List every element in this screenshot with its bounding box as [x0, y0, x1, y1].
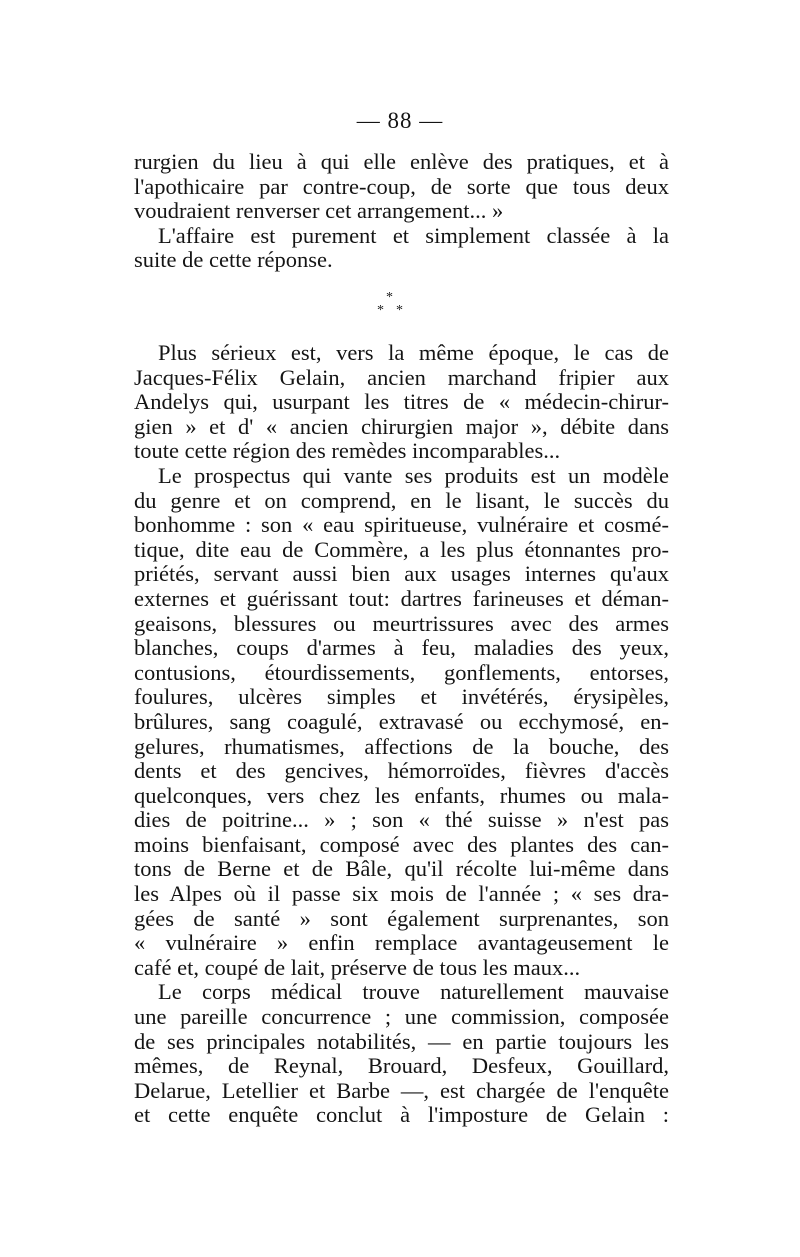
text-line: Plus sérieux est, vers la même époque, le cas de [158, 340, 669, 365]
text-line: bonhomme : son « eau spiritueuse, vulnéraire et cosmé- [134, 512, 669, 538]
text-line: blanches, coups d'armes à feu, maladies des yeux, [134, 635, 669, 661]
text-line: « vulnéraire » enfin remplace avantageusement le [134, 930, 669, 956]
text-line: rurgien du lieu à qui elle enlève des pratiques, et à [134, 149, 669, 174]
paragraph [134, 341, 669, 464]
text-line: gées de santé » sont également surprenantes, son [134, 905, 669, 931]
text-line: Le corps médical trouve naturellement mauvaise [158, 979, 669, 1005]
asterism-separator [374, 288, 410, 322]
text-line: Delarue, Letellier et Barbe —, est chargée de l'enquête [134, 1077, 669, 1103]
text-line: café et, coupé de lait, préserve de tous les maux... [134, 954, 581, 980]
paragraph [134, 464, 669, 980]
text-line: externes et guérissant tout: dartres farineuses et déman- [134, 585, 669, 611]
text-line: les Alpes où il passe six mois de l'année ; « ses dra- [134, 881, 669, 907]
text-line: contusions, étourdissements, gonflements, entorses, [134, 659, 669, 685]
text-line: foulures, ulcères simples et invétérés, érysipèles, [134, 684, 669, 710]
text-line: dies de poitrine... » ; son « thé suisse » n'est pas [134, 807, 669, 833]
text-line: Andelys qui, usurpant les titres de « médecin-chirur- [134, 389, 669, 415]
text-line: et cette enquête conclut à l'imposture de Gelain : [134, 1102, 669, 1128]
paragraph [134, 980, 669, 1128]
text-line: toute cette région des remèdes incomparables... [134, 438, 561, 464]
text-line: voudraient renverser cet arrangement... » [134, 198, 504, 224]
text-line: brûlures, sang coagulé, extravasé ou ecchymosé, en- [134, 708, 669, 734]
text-line: tique, dite eau de Commère, a les plus étonnantes pro- [134, 536, 669, 562]
text-line: geaisons, blessures ou meurtrissures avec des armes [134, 610, 669, 636]
text-line: une pareille concurrence ; une commission, composée [134, 1004, 669, 1030]
text-line: l'apothicaire par contre-coup, de sorte que tous deux [134, 173, 669, 199]
text-line: gien » et d' « ancien chirurgien major », débite dans [134, 413, 669, 439]
text-block-top [134, 150, 669, 273]
text-line: moins bienfaisant, composé avec des plantes des can- [134, 831, 669, 857]
text-block-main [134, 341, 669, 1128]
asterisk: * [386, 290, 393, 305]
text-line: du genre et on comprend, en le lisant, le succès du [134, 487, 669, 513]
text-line: priétés, servant aussi bien aux usages internes qu'aux [134, 561, 669, 587]
text-line: Le prospectus qui vante ses produits est un modèle [158, 462, 669, 488]
text-line: L'affaire est purement et simplement classée à la [158, 222, 669, 248]
paragraph-continuation [134, 150, 669, 224]
text-line: quelconques, vers chez les enfants, rhumes ou mala- [134, 782, 669, 808]
asterisk: * [396, 303, 403, 318]
text-line: suite de cette réponse. [134, 247, 333, 273]
text-line: tons de Berne et de Bâle, qu'il récolte lui-même dans [134, 856, 669, 882]
text-line: dents et des gencives, hémorroïdes, fièvres d'accès [134, 758, 669, 784]
text-line: de ses principales notabilités, — en partie toujours les [134, 1028, 669, 1054]
text-line: gelures, rhumatismes, affections de la bouche, des [134, 733, 669, 759]
text-line: Jacques-Félix Gelain, ancien marchand fripier aux [134, 364, 669, 390]
page-number: — 88 — [356, 108, 444, 133]
paragraph [134, 224, 669, 273]
asterisk: * [377, 303, 384, 318]
text-line: mêmes, de Reynal, Brouard, Desfeux, Gouillard, [134, 1053, 669, 1079]
